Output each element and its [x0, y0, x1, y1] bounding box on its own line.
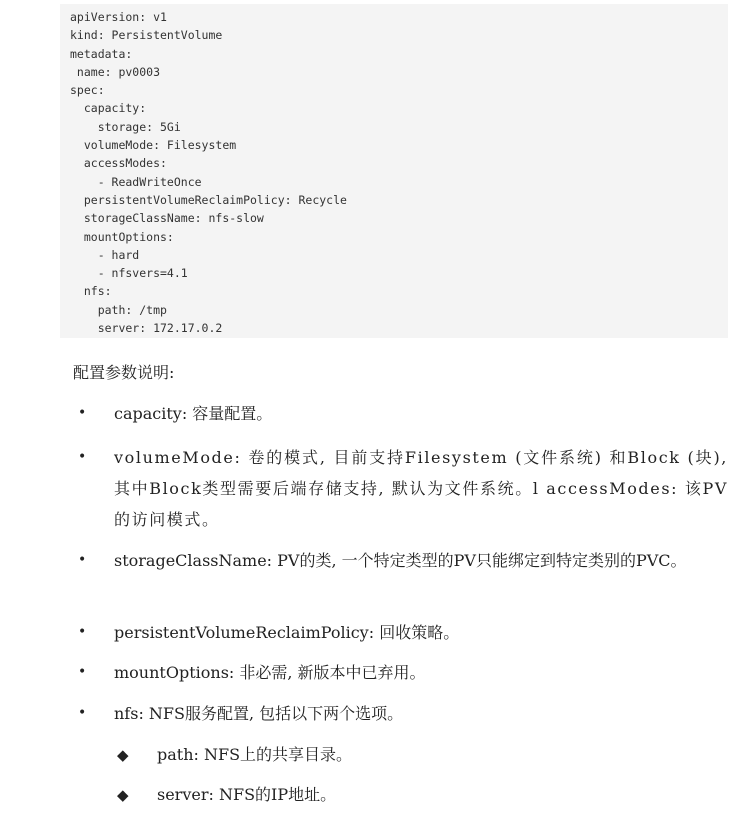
- code-line: path: /tmp: [70, 302, 167, 317]
- code-line: volumeMode: Filesystem: [70, 138, 237, 153]
- sub-item-text: path: NFS上的共享目录。: [157, 745, 353, 764]
- list-item-text: capacity: 容量配置。: [114, 404, 273, 423]
- code-line: storage: 5Gi: [70, 119, 181, 134]
- list-item-text: nfs: NFS服务配置, 包括以下两个选项。: [114, 704, 404, 723]
- bullet-dot-icon: •: [78, 405, 87, 421]
- sub-item-text: server: NFS的IP地址。: [157, 785, 337, 804]
- yaml-code-block: [60, 4, 728, 338]
- code-line: nfs:: [70, 284, 112, 299]
- list-item-text: persistentVolumeReclaimPolicy: 回收策略。: [114, 623, 460, 642]
- code-line: name: pv0003: [70, 64, 161, 79]
- code-line: storageClassName: nfs-slow: [70, 211, 264, 226]
- code-line: server: 172.17.0.2: [70, 321, 223, 336]
- bullet-dot-icon: •: [78, 552, 87, 568]
- diamond-bullet-icon: ◆: [117, 746, 129, 764]
- code-line: kind: PersistentVolume: [70, 28, 223, 43]
- code-line: apiVersion: v1: [70, 10, 167, 24]
- bullet-dot-icon: •: [78, 664, 87, 680]
- code-line: accessModes:: [70, 156, 167, 171]
- section-intro: 配置参数说明:: [73, 363, 175, 382]
- code-line: spec:: [70, 83, 105, 98]
- code-line: capacity:: [70, 101, 147, 116]
- code-line: persistentVolumeReclaimPolicy: Recycle: [70, 192, 347, 207]
- list-item-text: mountOptions: 非必需, 新版本中已弃用。: [114, 663, 426, 682]
- list-item-text: storageClassName: PV的类, 一个特定类型的PV只能绑定到特定类别的PVC。: [114, 551, 687, 570]
- bullet-dot-icon: •: [78, 624, 87, 640]
- diamond-bullet-icon: ◆: [117, 786, 129, 804]
- code-line: - ReadWriteOnce: [70, 174, 202, 189]
- code-line: metadata:: [70, 46, 133, 61]
- bullet-dot-icon: •: [78, 705, 87, 721]
- code-line: - hard: [70, 247, 140, 262]
- code-line: mountOptions:: [70, 229, 174, 244]
- bullet-dot-icon: •: [78, 449, 87, 465]
- code-line: - nfsvers=4.1: [70, 266, 188, 281]
- list-item-text: volumeMode: 卷的模式, 目前支持Filesystem (文件系统) 和Block (块), 其中Block类型需要后端存储支持, 默认为文件系统。l accessModes: 该PV的访问模式。: [114, 448, 728, 529]
